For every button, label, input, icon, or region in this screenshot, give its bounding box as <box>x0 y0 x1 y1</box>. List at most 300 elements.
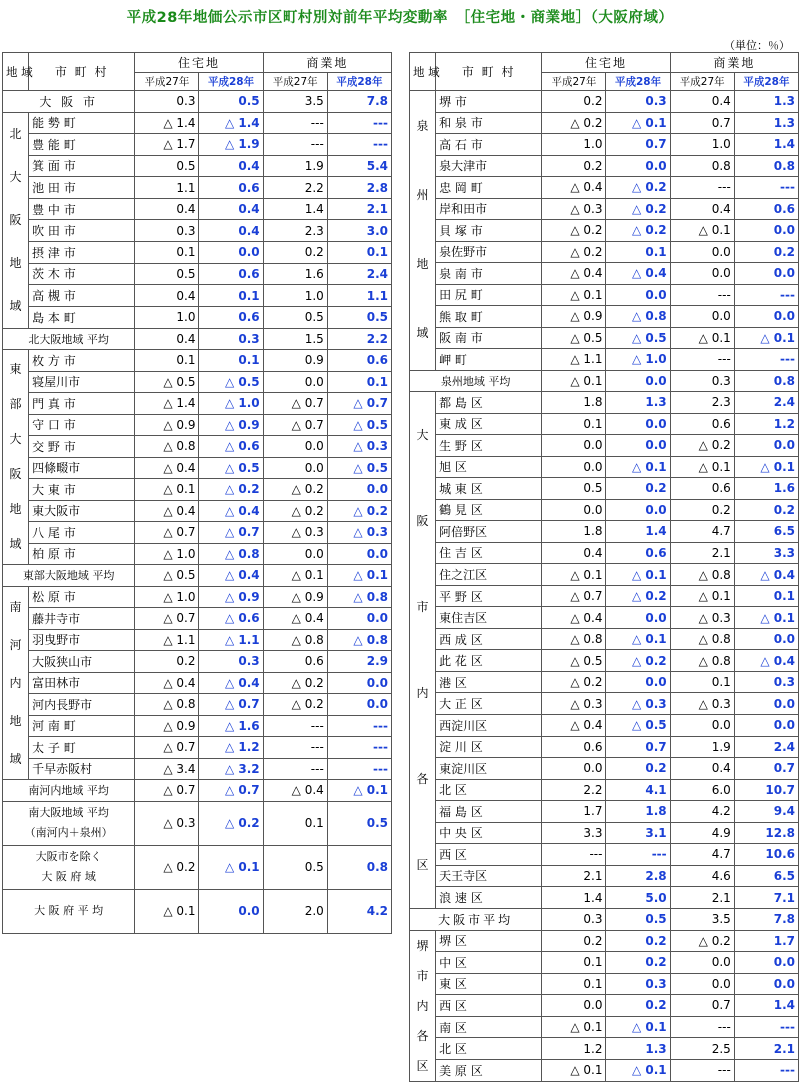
unit-label: （単位：％） <box>724 39 790 52</box>
commercial-2015-value: 2.2 <box>263 177 327 199</box>
table-row <box>3 737 392 759</box>
commercial-2015-value: 0.6 <box>670 413 734 435</box>
commercial-2015-value: 0.0 <box>263 457 327 479</box>
commercial-2015-value: 0.2 <box>670 499 734 521</box>
table-row <box>3 91 392 113</box>
commercial-2016-value: --- <box>734 177 798 199</box>
table-row <box>3 263 392 285</box>
commercial-2016-value: 0.5 <box>327 801 391 845</box>
commercial-2016-value: 0.0 <box>734 714 798 736</box>
commercial-2015-value: 0.1 <box>263 801 327 845</box>
table-row <box>3 198 392 220</box>
commercial-2016-value: 0.8 <box>327 845 391 889</box>
residential-2016-value: 0.0 <box>606 155 670 177</box>
table-row <box>3 522 392 544</box>
residential-2015-value: △ 0.1 <box>542 564 606 586</box>
residential-2015-value: 1.2 <box>542 1038 606 1060</box>
residential-2015-value: △ 0.5 <box>542 650 606 672</box>
residential-2016-value: △ 0.6 <box>199 436 263 458</box>
commercial-2016-value: 0.5 <box>327 306 391 328</box>
table-row <box>410 284 799 306</box>
municipality-name: 能 勢 町 <box>29 112 135 134</box>
commercial-2016-value: △ 0.3 <box>327 436 391 458</box>
residential-2016-value: 0.0 <box>606 607 670 629</box>
commercial-2016-value: 0.7 <box>734 758 798 780</box>
commercial-2016-value: 0.0 <box>734 628 798 650</box>
table-row <box>410 995 799 1017</box>
residential-2015-value: 2.1 <box>542 865 606 887</box>
table-row <box>410 822 799 844</box>
commercial-2016-value: 1.4 <box>734 134 798 156</box>
commercial-2015-value: --- <box>670 1016 734 1038</box>
commercial-2015-value: 4.7 <box>670 521 734 543</box>
residential-2016-value: △ 0.7 <box>199 522 263 544</box>
commercial-2015-value: 1.6 <box>263 263 327 285</box>
municipality-name: 阪 南 市 <box>436 327 542 349</box>
commercial-2015-value: △ 0.8 <box>670 628 734 650</box>
municipality-name: 西 区 <box>436 844 542 866</box>
commercial-2016-value: 5.4 <box>327 155 391 177</box>
residential-2016-value: 0.4 <box>199 220 263 242</box>
residential-2015-value: △ 0.4 <box>542 177 606 199</box>
residential-2015-value: △ 0.8 <box>135 694 199 716</box>
residential-2016-value: △ 0.5 <box>606 714 670 736</box>
residential-2016-value: △ 0.1 <box>606 456 670 478</box>
residential-2016-value: △ 0.2 <box>606 650 670 672</box>
commercial-2015-value: △ 0.7 <box>263 414 327 436</box>
municipality-name: 吹 田 市 <box>29 220 135 242</box>
summary-label-line: （南河内＋泉州） <box>24 826 113 839</box>
commercial-2016-value: 1.3 <box>734 112 798 134</box>
table-row <box>410 650 799 672</box>
header-city: 市 町 村 <box>436 53 542 91</box>
header-y28: 平成28年 <box>606 73 670 91</box>
residential-2016-value: 0.1 <box>199 350 263 372</box>
header-city: 市 町 村 <box>29 53 135 91</box>
commercial-2015-value: △ 0.2 <box>263 694 327 716</box>
residential-2015-value: 0.3 <box>135 220 199 242</box>
table-row <box>410 693 799 715</box>
header-row <box>410 53 799 73</box>
commercial-2016-value: 1.4 <box>734 995 798 1017</box>
right-table <box>409 52 799 1082</box>
table-row <box>3 285 392 307</box>
commercial-2016-value: 0.2 <box>734 241 798 263</box>
residential-2016-value: 0.1 <box>606 241 670 263</box>
table-row <box>410 392 799 414</box>
municipality-name: 箕 面 市 <box>29 155 135 177</box>
table-row <box>410 306 799 328</box>
residential-2015-value: 1.8 <box>542 521 606 543</box>
residential-2016-value: 0.0 <box>606 413 670 435</box>
commercial-2016-value: --- <box>734 1059 798 1081</box>
commercial-2016-value: 1.6 <box>734 478 798 500</box>
table-row <box>3 350 392 372</box>
table-row <box>410 714 799 736</box>
residential-2016-value: △ 0.9 <box>199 414 263 436</box>
municipality-name: 堺 区 <box>436 930 542 952</box>
residential-2016-value: 0.3 <box>606 973 670 995</box>
table-row <box>3 608 392 630</box>
residential-2015-value: △ 0.3 <box>135 801 199 845</box>
table-row <box>410 628 799 650</box>
residential-2016-value: 2.8 <box>606 865 670 887</box>
commercial-2015-value: --- <box>670 284 734 306</box>
residential-2016-value: △ 0.8 <box>606 306 670 328</box>
residential-2015-value: 0.1 <box>542 952 606 974</box>
residential-2015-value: △ 0.1 <box>135 479 199 501</box>
municipality-name: 八 尾 市 <box>29 522 135 544</box>
table-row <box>3 328 392 350</box>
commercial-2015-value: 0.0 <box>670 306 734 328</box>
commercial-2016-value: 3.0 <box>327 220 391 242</box>
commercial-2015-value: 0.8 <box>670 155 734 177</box>
residential-2015-value: --- <box>542 844 606 866</box>
table-row <box>410 585 799 607</box>
table-row <box>410 844 799 866</box>
residential-2016-value: 0.0 <box>606 435 670 457</box>
commercial-2016-value: --- <box>734 284 798 306</box>
summary-label-line: 大阪市を除く <box>35 850 102 863</box>
commercial-2015-value: --- <box>263 715 327 737</box>
residential-2016-value: △ 0.2 <box>606 177 670 199</box>
residential-2016-value: △ 1.4 <box>199 112 263 134</box>
table-row <box>410 1059 799 1081</box>
commercial-2016-value: 0.0 <box>327 479 391 501</box>
table-row <box>410 973 799 995</box>
commercial-2016-value: △ 0.4 <box>734 564 798 586</box>
commercial-2015-value: 0.0 <box>263 371 327 393</box>
municipality-name: 大 東 市 <box>29 479 135 501</box>
municipality-name: 富田林市 <box>29 672 135 694</box>
table-row <box>3 694 392 716</box>
municipality-name: 守 口 市 <box>29 414 135 436</box>
table-row <box>410 1038 799 1060</box>
residential-2016-value: 0.2 <box>606 478 670 500</box>
table-row <box>3 758 392 780</box>
commercial-2016-value: 2.9 <box>327 651 391 673</box>
commercial-2016-value: 1.2 <box>734 413 798 435</box>
commercial-2016-value: 2.1 <box>734 1038 798 1060</box>
residential-2015-value: 1.8 <box>542 392 606 414</box>
residential-2016-value: 0.2 <box>606 930 670 952</box>
residential-2015-value: △ 0.1 <box>542 370 606 392</box>
commercial-2016-value: 3.3 <box>734 542 798 564</box>
residential-2015-value: △ 1.4 <box>135 112 199 134</box>
residential-2015-value: △ 0.8 <box>542 628 606 650</box>
municipality-name: 貝 塚 市 <box>436 220 542 242</box>
commercial-2016-value: 0.0 <box>734 220 798 242</box>
residential-2016-value: △ 0.8 <box>199 543 263 565</box>
residential-2015-value: △ 0.8 <box>135 436 199 458</box>
commercial-2016-value: 2.1 <box>327 198 391 220</box>
commercial-2015-value: 0.6 <box>670 478 734 500</box>
commercial-2016-value: 0.0 <box>327 672 391 694</box>
region-average-label: 東部大阪地域 平均 <box>3 565 135 587</box>
commercial-2016-value: △ 0.8 <box>327 586 391 608</box>
residential-2016-value: 1.4 <box>606 521 670 543</box>
residential-2016-value: 0.6 <box>199 306 263 328</box>
table-row <box>410 607 799 629</box>
commercial-2015-value: △ 0.1 <box>670 585 734 607</box>
commercial-2016-value: 0.2 <box>734 499 798 521</box>
residential-2016-value: △ 0.1 <box>199 845 263 889</box>
table-row <box>410 349 799 371</box>
residential-2015-value: 0.6 <box>542 736 606 758</box>
table-row <box>410 801 799 823</box>
table-row <box>410 413 799 435</box>
municipality-name: 平 野 区 <box>436 585 542 607</box>
residential-2015-value: △ 0.9 <box>135 715 199 737</box>
residential-2016-value: △ 0.1 <box>606 564 670 586</box>
residential-2016-value: 0.2 <box>606 952 670 974</box>
municipality-name: 高 槻 市 <box>29 285 135 307</box>
residential-2016-value: △ 0.5 <box>199 457 263 479</box>
commercial-2016-value: △ 0.1 <box>327 780 391 802</box>
commercial-2015-value: 0.0 <box>670 952 734 974</box>
municipality-name: 泉佐野市 <box>436 241 542 263</box>
residential-2015-value: 0.1 <box>542 973 606 995</box>
residential-2015-value: △ 0.3 <box>542 693 606 715</box>
residential-2015-value: 0.0 <box>542 758 606 780</box>
commercial-2016-value: 1.7 <box>734 930 798 952</box>
table-row <box>3 220 392 242</box>
residential-2015-value: △ 0.5 <box>135 565 199 587</box>
table-row <box>3 155 392 177</box>
commercial-2015-value: 2.1 <box>670 887 734 909</box>
commercial-2016-value: 10.6 <box>734 844 798 866</box>
commercial-2015-value: 1.0 <box>263 285 327 307</box>
table-row <box>3 672 392 694</box>
commercial-2015-value: △ 0.1 <box>670 220 734 242</box>
residential-2015-value: △ 0.2 <box>542 220 606 242</box>
table-row <box>410 112 799 134</box>
commercial-2015-value: △ 0.8 <box>263 629 327 651</box>
residential-2015-value: 1.7 <box>542 801 606 823</box>
commercial-2016-value: 1.1 <box>327 285 391 307</box>
residential-2015-value: 0.5 <box>542 478 606 500</box>
page-title: 平成28年地価公示市区町村別対前年平均変動率 ［住宅地・商業地］（大阪府域） <box>126 10 674 26</box>
commercial-2015-value: 1.9 <box>263 155 327 177</box>
table-row <box>3 479 392 501</box>
residential-2015-value: △ 0.9 <box>135 414 199 436</box>
table-row <box>3 393 392 415</box>
commercial-2015-value: 2.1 <box>670 542 734 564</box>
table-row <box>3 457 392 479</box>
residential-2015-value: 1.1 <box>135 177 199 199</box>
residential-2016-value: 0.7 <box>606 134 670 156</box>
municipality-name: 鶴 見 区 <box>436 499 542 521</box>
residential-2016-value: 0.0 <box>606 499 670 521</box>
residential-2015-value: △ 3.4 <box>135 758 199 780</box>
table-row <box>3 651 392 673</box>
municipality-name: 忠 岡 町 <box>436 177 542 199</box>
residential-2015-value: △ 0.4 <box>542 607 606 629</box>
municipality-name: 寝屋川市 <box>29 371 135 393</box>
table-row <box>3 242 392 264</box>
residential-2016-value: △ 0.4 <box>199 565 263 587</box>
residential-2015-value: 0.2 <box>135 651 199 673</box>
residential-2016-value: △ 1.1 <box>199 629 263 651</box>
commercial-2015-value: △ 0.1 <box>263 565 327 587</box>
residential-2015-value: △ 1.0 <box>135 543 199 565</box>
commercial-2016-value: 0.0 <box>734 973 798 995</box>
commercial-2015-value: 1.9 <box>670 736 734 758</box>
commercial-2015-value: △ 0.2 <box>670 930 734 952</box>
table-row <box>410 1016 799 1038</box>
header-region: 地 域 <box>3 53 29 91</box>
table-row <box>3 543 392 565</box>
commercial-2016-value: △ 0.1 <box>734 327 798 349</box>
header-y28: 平成28年 <box>199 73 263 91</box>
residential-2016-value: △ 0.6 <box>199 608 263 630</box>
table-row <box>410 177 799 199</box>
commercial-2015-value: --- <box>263 112 327 134</box>
commercial-2016-value: 2.2 <box>327 328 391 350</box>
commercial-2015-value: 0.0 <box>263 543 327 565</box>
municipality-name: 千早赤阪村 <box>29 758 135 780</box>
commercial-2015-value: --- <box>670 349 734 371</box>
municipality-name: 河 南 町 <box>29 715 135 737</box>
residential-2015-value: 0.5 <box>135 263 199 285</box>
table-row <box>410 865 799 887</box>
residential-2016-value: 0.2 <box>606 758 670 780</box>
commercial-2016-value: △ 0.1 <box>734 607 798 629</box>
commercial-2016-value: --- <box>327 715 391 737</box>
residential-2016-value: △ 0.7 <box>199 694 263 716</box>
commercial-2015-value: △ 0.8 <box>670 564 734 586</box>
commercial-2016-value: 0.6 <box>327 350 391 372</box>
commercial-2015-value: △ 0.7 <box>263 393 327 415</box>
table-row <box>3 436 392 458</box>
residential-2015-value: 0.0 <box>542 995 606 1017</box>
table-row <box>3 889 392 933</box>
commercial-2016-value: 0.0 <box>327 608 391 630</box>
table-row <box>3 629 392 651</box>
residential-2016-value: △ 0.2 <box>606 220 670 242</box>
residential-2016-value: 0.0 <box>199 242 263 264</box>
commercial-2015-value: 4.7 <box>670 844 734 866</box>
header-residential: 住宅地 <box>542 53 670 73</box>
municipality-name: 田 尻 町 <box>436 284 542 306</box>
table-row <box>410 521 799 543</box>
table-row <box>410 930 799 952</box>
residential-2016-value: 1.8 <box>606 801 670 823</box>
table-row <box>410 134 799 156</box>
commercial-2016-value: --- <box>327 134 391 156</box>
municipality-name: 熊 取 町 <box>436 306 542 328</box>
row-label: 大 阪 市 <box>3 91 135 113</box>
residential-2016-value: △ 0.1 <box>606 1059 670 1081</box>
residential-2015-value: 0.4 <box>135 198 199 220</box>
region-label: 堺 市 内 各 区 <box>410 930 436 1081</box>
residential-2016-value: △ 1.0 <box>199 393 263 415</box>
residential-2016-value: 0.5 <box>606 909 670 931</box>
residential-2015-value: 0.4 <box>135 285 199 307</box>
commercial-2015-value: △ 0.4 <box>263 608 327 630</box>
table-row <box>3 586 392 608</box>
commercial-2015-value: 0.0 <box>263 436 327 458</box>
commercial-2015-value: 3.5 <box>263 91 327 113</box>
residential-2016-value: △ 0.5 <box>606 327 670 349</box>
residential-2015-value: △ 0.4 <box>135 457 199 479</box>
residential-2015-value: 0.0 <box>542 456 606 478</box>
residential-2015-value: △ 0.1 <box>135 889 199 933</box>
municipality-name: 中 央 区 <box>436 822 542 844</box>
municipality-name: 岸和田市 <box>436 198 542 220</box>
municipality-name: 旭 区 <box>436 456 542 478</box>
residential-2015-value: △ 0.7 <box>135 780 199 802</box>
residential-2016-value: 0.0 <box>606 370 670 392</box>
residential-2016-value: 0.5 <box>199 91 263 113</box>
residential-2016-value: △ 0.4 <box>606 263 670 285</box>
table-row <box>3 371 392 393</box>
commercial-2016-value: 7.8 <box>327 91 391 113</box>
table-row <box>3 845 392 889</box>
residential-2015-value: 0.2 <box>542 930 606 952</box>
municipality-name: 西 成 区 <box>436 628 542 650</box>
residential-2015-value: △ 0.4 <box>135 500 199 522</box>
header-y27: 平成27年 <box>670 73 734 91</box>
residential-2015-value: 0.2 <box>542 91 606 113</box>
table-row <box>410 327 799 349</box>
municipality-name: 和 泉 市 <box>436 112 542 134</box>
municipality-name: 豊 能 町 <box>29 134 135 156</box>
residential-2016-value: △ 0.2 <box>606 585 670 607</box>
header-region: 地 域 <box>410 53 436 91</box>
table-row <box>3 134 392 156</box>
residential-2015-value: △ 0.5 <box>135 371 199 393</box>
table-row <box>410 198 799 220</box>
commercial-2016-value: 0.0 <box>734 435 798 457</box>
residential-2016-value: --- <box>606 844 670 866</box>
residential-2015-value: 0.1 <box>135 242 199 264</box>
residential-2015-value: △ 0.4 <box>135 672 199 694</box>
commercial-2015-value: 0.5 <box>263 845 327 889</box>
commercial-2015-value: △ 0.1 <box>670 456 734 478</box>
commercial-2016-value: 6.5 <box>734 521 798 543</box>
residential-2016-value: △ 0.5 <box>199 371 263 393</box>
municipality-name: 東大阪市 <box>29 500 135 522</box>
commercial-2015-value: △ 0.4 <box>263 780 327 802</box>
commercial-2016-value: 0.1 <box>327 371 391 393</box>
commercial-2015-value: 0.0 <box>670 263 734 285</box>
header-y28: 平成28年 <box>327 73 391 91</box>
residential-2015-value: 0.2 <box>542 155 606 177</box>
table-row <box>410 241 799 263</box>
residential-2016-value: △ 3.2 <box>199 758 263 780</box>
table-row <box>410 564 799 586</box>
commercial-2015-value: 0.4 <box>670 758 734 780</box>
commercial-2015-value: △ 0.9 <box>263 586 327 608</box>
residential-2016-value: 0.4 <box>199 198 263 220</box>
residential-2015-value: △ 1.1 <box>135 629 199 651</box>
residential-2015-value: 1.4 <box>542 887 606 909</box>
table-row <box>410 758 799 780</box>
commercial-2016-value: 2.4 <box>734 736 798 758</box>
commercial-2016-value: 0.6 <box>734 198 798 220</box>
commercial-2016-value: △ 0.1 <box>734 456 798 478</box>
commercial-2015-value: 3.5 <box>670 909 734 931</box>
header-commercial: 商業地 <box>670 53 798 73</box>
commercial-2015-value: 0.2 <box>263 242 327 264</box>
table-row <box>410 263 799 285</box>
municipality-name: 羽曳野市 <box>29 629 135 651</box>
residential-2016-value: 0.4 <box>199 155 263 177</box>
commercial-2016-value: 2.4 <box>327 263 391 285</box>
commercial-2015-value: 1.0 <box>670 134 734 156</box>
commercial-2016-value: 0.8 <box>734 155 798 177</box>
